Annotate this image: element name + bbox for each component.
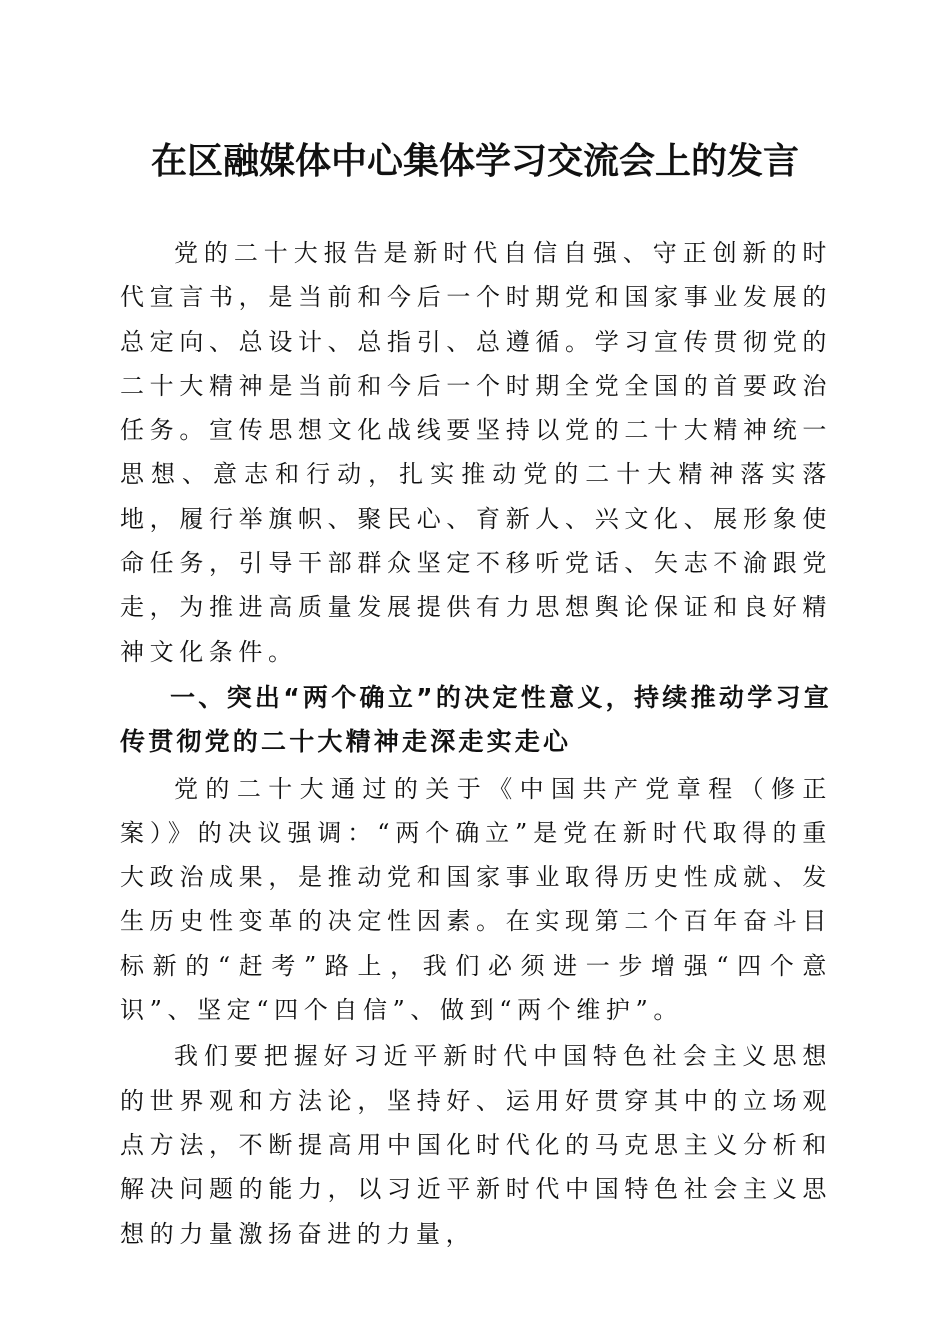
document-title: 在区融媒体中心集体学习交流会上的发言 [150,140,799,182]
section-heading: 一、突出“两个确立”的决定性意义，持续推动学习宣传贯彻党的二十大精神走深走实走心 [120,682,832,757]
document-body [120,231,832,1256]
body-paragraph: 我们要把握好习近平新时代中国特色社会主义思想的世界观和方法论，坚持好、运用好贯穿其中的立场观点方法，不断提高用中国化时代化的马克思主义分析和解决问题的能力，以习近平新时代中国特色社会主义思想的力量激扬奋进的力量， [120,1042,832,1248]
body-paragraph: 党的二十大通过的关于《中国共产党章程（修正案）》的决议强调：“两个确立”是党在新时代取得的重大政治成果，是推动党和国家事业取得历史性成就、发生历史性变革的决定性因素。在实现第二个百年奋斗目标新的“赶考”路上，我们必须进一步增强“四个意识”、坚定“四个自信”、做到“两个维护”。 [120,774,832,1025]
body-paragraph: 党的二十大报告是新时代自信自强、守正创新的时代宣言书，是当前和今后一个时期党和国家事业发展的总定向、总设计、总指引、总遵循。学习宣传贯彻党的二十大精神是当前和今后一个时期全党全国的首要政治任务。宣传思想文化战线要坚持以党的二十大精神统一思想、意志和行动，扎实推动党的二十大精神落实落地，履行举旗帜、聚民心、育新人、兴文化、展形象使命任务，引导干部群众坚定不移听党话、矢志不渝跟党走，为推进高质量发展提供有力思想舆论保证和良好精神文化条件。 [120,239,832,666]
